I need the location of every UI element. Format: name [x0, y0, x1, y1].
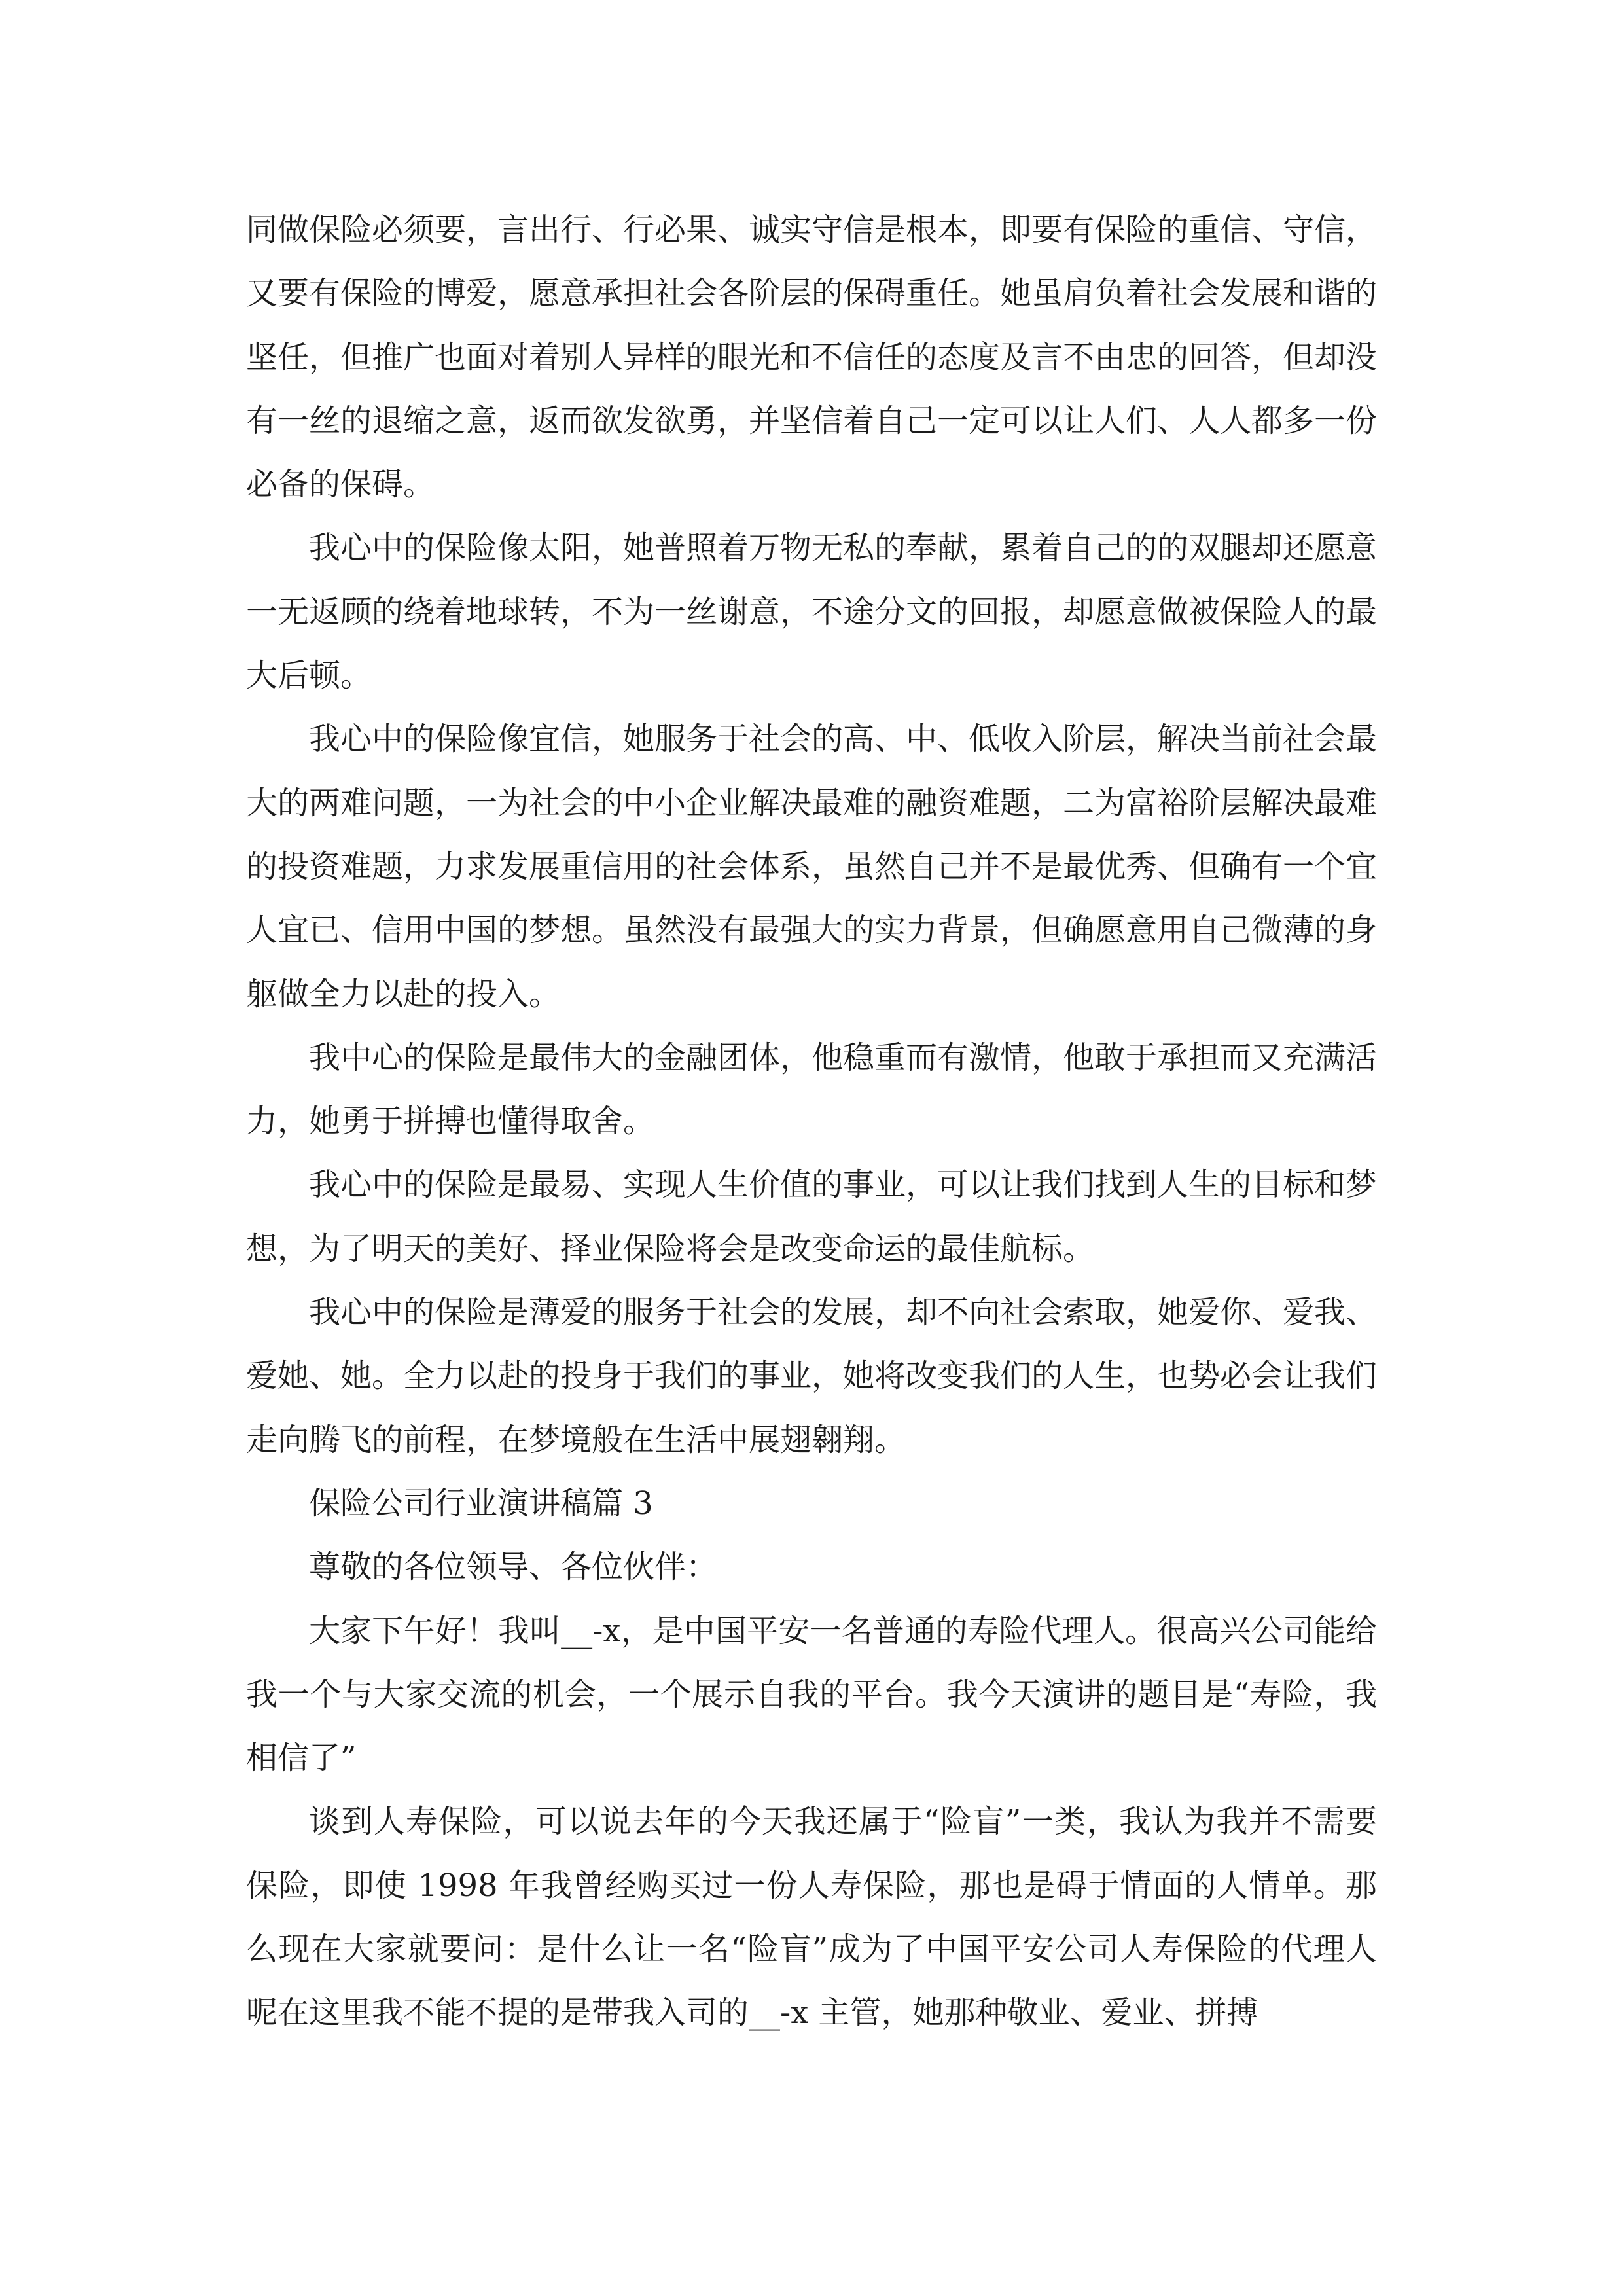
paragraph-continuation: 同做保险必须要，言出行、行必果、诚实守信是根本，即要有保险的重信、守信，又要有保险的博爱，愿意承担社会各阶层的保碍重任。她虽肩负着社会发展和谐的坚任，但推广也面对着别人异样的眼光和不信任的态度及言不由忠的回答，但却没有一丝的退缩之意，返而欲发欲勇，并坚信着自己一定可以让人们、人人都多一份必备的保碍。	[246, 211, 1378, 503]
paragraph-career: 我心中的保险是最易、实现人生价值的事业，可以让我们找到人生的目标和梦想，为了明天的美好、择业保险将会是改变命运的最佳航标。	[246, 1166, 1378, 1267]
paragraph-service: 我心中的保险是薄爱的服务于社会的发展，却不向社会索取，她爱你、爱我、爱她、她。全力以赴的投身于我们的事业，她将改变我们的人生，也势必会让我们走向腾飞的前程，在梦境般在生活中展翅翱翔。	[246, 1294, 1378, 1458]
paragraph-life-insurance: 谈到人寿保险，可以说去年的今天我还属于“险盲”一类，我认为我并不需要保险，即使 1998 年我曾经购买过一份人寿保险，那也是碍于情面的人情单。那么现在大家就要问：是什么让一名“险盲”成为了中国平安公司人寿保险的代理人呢在这里我不能不提的是带我入司的__-x 主管，她那种敬业、爱业、拼搏	[246, 1803, 1377, 2032]
body-text	[246, 198, 1377, 2045]
paragraph-yixin: 我心中的保险像宜信，她服务于社会的高、中、低收入阶层，解决当前社会最大的两难问题，一为社会的中小企业解决最难的融资难题，二为富裕阶层解决最难的投资难题，力求发展重信用的社会体系，虽然自己并不是最优秀、但确有一个宜人宜已、信用中国的梦想。虽然没有最强大的实力背景，但确愿意用自己微薄的身躯做全力以赴的投入。	[246, 721, 1378, 1013]
section-heading: 保险公司行业演讲稿篇 3	[309, 1484, 653, 1522]
salutation: 尊敬的各位领导、各位伙伴：	[309, 1549, 718, 1586]
paragraph-sun: 我心中的保险像太阳，她普照着万物无私的奉献，累着自己的的双腿却还愿意一无返顾的绕着地球转，不为一丝谢意，不途分文的回报，却愿意做被保险人的最大后顿。	[246, 529, 1378, 694]
paragraph-financial-group: 我中心的保险是最伟大的金融团体，他稳重而有激情，他敢于承担而又充满活力，她勇于拼搏也懂得取舍。	[246, 1039, 1378, 1140]
paragraph-greeting: 大家下午好！我叫__-x，是中国平安一名普通的寿险代理人。很高兴公司能给我一个与大家交流的机会，一个展示自我的平台。我今天演讲的题目是“寿险，我相信了”	[246, 1612, 1377, 1777]
